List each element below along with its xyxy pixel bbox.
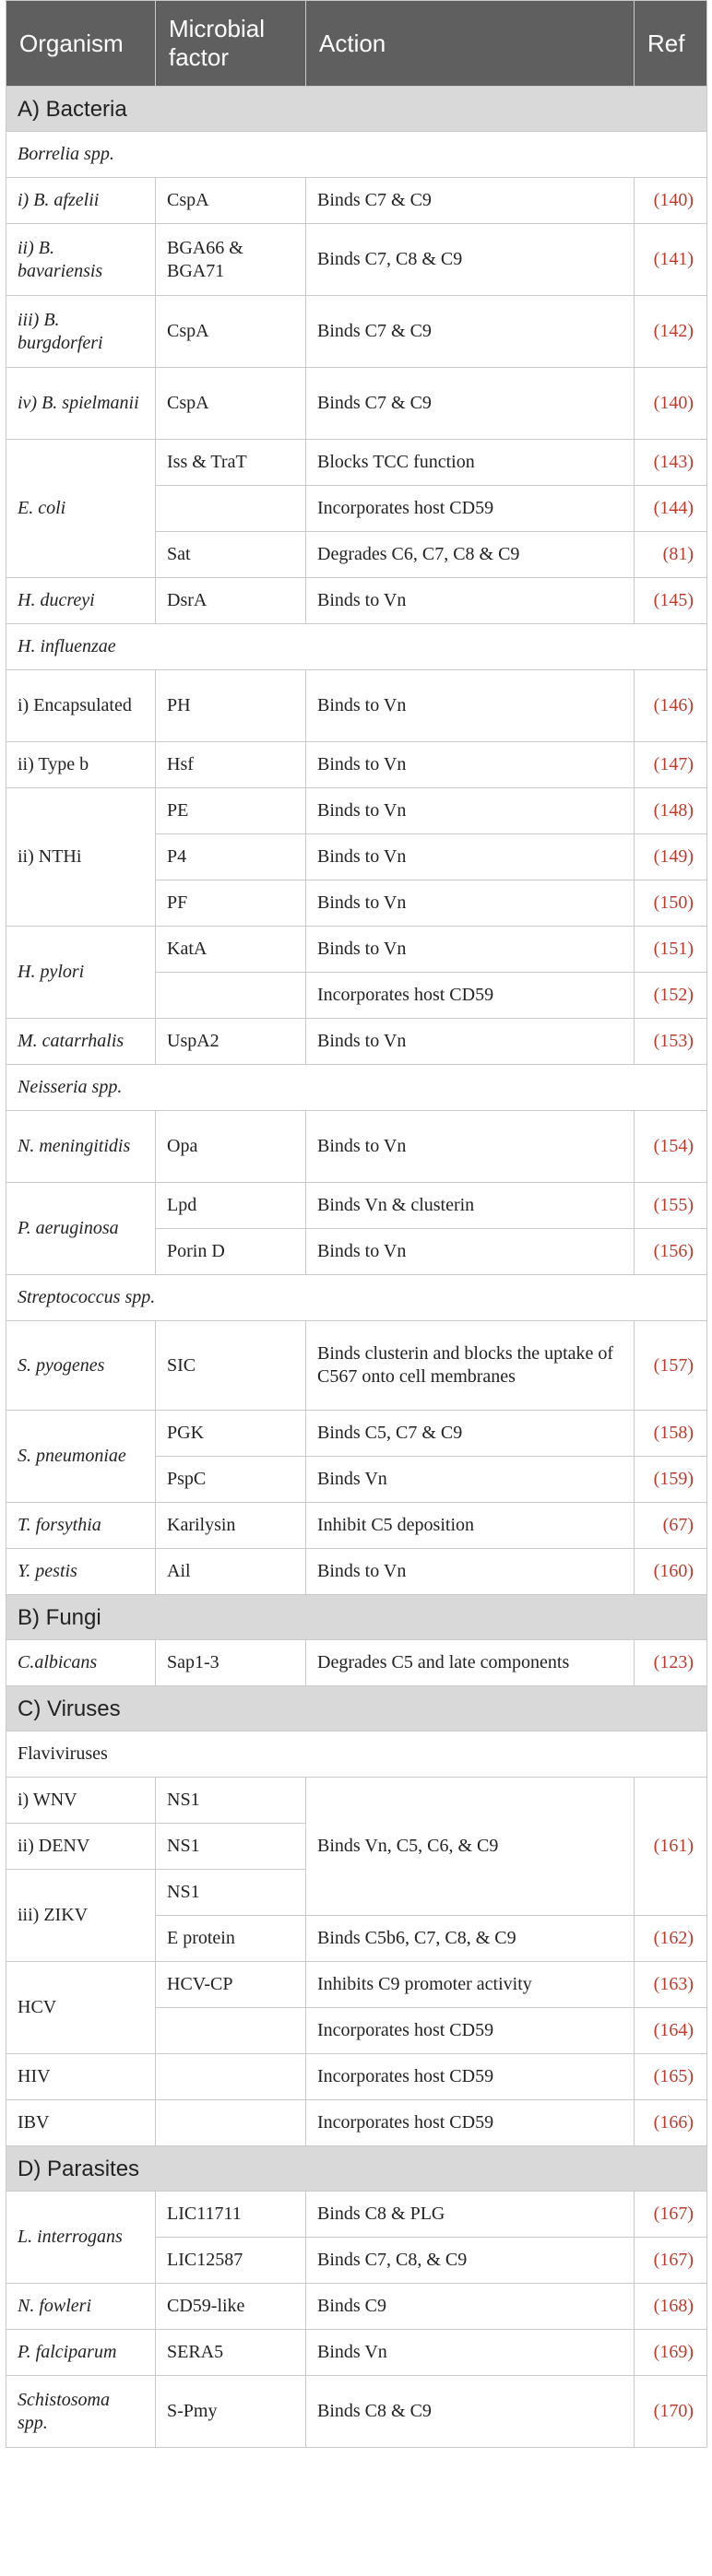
section-parasites: D) Parasites xyxy=(6,2146,707,2192)
action-cell: Binds to Vn xyxy=(306,742,635,788)
table-row xyxy=(6,1411,707,1457)
organism-cell: H. pylori xyxy=(6,927,156,1019)
organism-cell: M. catarrhalis xyxy=(6,1019,156,1065)
action-cell: Binds Vn & clusterin xyxy=(306,1183,635,1229)
ref-link[interactable]: (170) xyxy=(635,2376,707,2448)
subheading-streptococcus: Streptococcus spp. xyxy=(6,1275,707,1321)
factor-cell: CspA xyxy=(156,178,306,224)
action-cell: Binds C8 & PLG xyxy=(306,2192,635,2238)
ref-link[interactable]: (142) xyxy=(635,296,707,368)
ref-link[interactable]: (168) xyxy=(635,2284,707,2330)
factor-cell: Lpd xyxy=(156,1183,306,1229)
action-cell: Binds C8 & C9 xyxy=(306,2376,635,2448)
ref-link[interactable]: (149) xyxy=(635,834,707,880)
subheading-row xyxy=(6,1065,707,1111)
ref-link[interactable]: (154) xyxy=(635,1111,707,1183)
organism-cell: L. interrogans xyxy=(6,2192,156,2284)
ref-link[interactable]: (162) xyxy=(635,1916,707,1962)
header-row xyxy=(6,1,707,87)
factor-cell: E protein xyxy=(156,1916,306,1962)
factor-cell xyxy=(156,2100,306,2146)
section-row xyxy=(6,2146,707,2192)
table-row xyxy=(6,178,707,224)
table-row xyxy=(6,670,707,742)
ref-link[interactable]: (145) xyxy=(635,578,707,624)
organism-cell: C.albicans xyxy=(6,1640,156,1686)
ref-link[interactable]: (153) xyxy=(635,1019,707,1065)
section-row xyxy=(6,87,707,132)
table-row xyxy=(6,1321,707,1411)
factor-cell: PGK xyxy=(156,1411,306,1457)
table-row xyxy=(6,368,707,440)
action-cell: Binds C7 & C9 xyxy=(306,368,635,440)
action-cell: Binds to Vn xyxy=(306,1019,635,1065)
ref-link[interactable]: (164) xyxy=(635,2008,707,2054)
factor-cell: P4 xyxy=(156,834,306,880)
organism-cell: iii) ZIKV xyxy=(6,1870,156,1962)
action-cell: Binds C5, C7 & C9 xyxy=(306,1411,635,1457)
table-row xyxy=(6,2192,707,2238)
table-row xyxy=(6,2376,707,2448)
subheading-row xyxy=(6,132,707,178)
organism-cell: iii) B. burgdorferi xyxy=(6,296,156,368)
table-body xyxy=(6,87,707,2448)
table-row xyxy=(6,788,707,834)
organism-cell: P. falciparum xyxy=(6,2330,156,2376)
factor-cell: UspA2 xyxy=(156,1019,306,1065)
factor-cell: Iss & TraT xyxy=(156,440,306,486)
factor-cell: Sat xyxy=(156,532,306,578)
action-cell: Binds to Vn xyxy=(306,927,635,973)
factor-cell: PE xyxy=(156,788,306,834)
header-organism: Organism xyxy=(6,1,156,87)
ref-link[interactable]: (161) xyxy=(635,1778,707,1916)
ref-link[interactable]: (151) xyxy=(635,927,707,973)
section-row xyxy=(6,1686,707,1731)
action-cell: Binds to Vn xyxy=(306,670,635,742)
subheading-borrelia: Borrelia spp. xyxy=(6,132,707,178)
ref-link[interactable]: (147) xyxy=(635,742,707,788)
section-fungi: B) Fungi xyxy=(6,1595,707,1640)
table-row xyxy=(6,296,707,368)
table-row xyxy=(6,1778,707,1824)
action-cell: Binds to Vn xyxy=(306,1229,635,1275)
table-row xyxy=(6,2284,707,2330)
ref-link[interactable]: (165) xyxy=(635,2054,707,2100)
header-action: Action xyxy=(306,1,635,87)
factor-cell: CspA xyxy=(156,368,306,440)
organism-cell: iv) B. spielmanii xyxy=(6,368,156,440)
action-cell: Binds Vn xyxy=(306,1457,635,1503)
organism-cell: IBV xyxy=(6,2100,156,2146)
factor-cell: CspA xyxy=(156,296,306,368)
ref-link[interactable]: (169) xyxy=(635,2330,707,2376)
ref-link[interactable]: (157) xyxy=(635,1321,707,1411)
ref-link[interactable]: (163) xyxy=(635,1962,707,2008)
organism-cell: N. meningitidis xyxy=(6,1111,156,1183)
factor-cell: PF xyxy=(156,880,306,927)
table-row xyxy=(6,1183,707,1229)
table-row xyxy=(6,1019,707,1065)
factor-cell: PH xyxy=(156,670,306,742)
ref-link[interactable]: (152) xyxy=(635,973,707,1019)
factor-cell: PspC xyxy=(156,1457,306,1503)
action-cell: Incorporates host CD59 xyxy=(306,2008,635,2054)
organism-cell: i) WNV xyxy=(6,1778,156,1824)
factor-cell: KatA xyxy=(156,927,306,973)
factor-cell: DsrA xyxy=(156,578,306,624)
subheading-h-influenzae: H. influenzae xyxy=(6,624,707,670)
table-row xyxy=(6,742,707,788)
subheading-flaviviruses: Flaviviruses xyxy=(6,1731,707,1778)
action-cell: Binds Vn, C5, C6, & C9 xyxy=(306,1778,635,1916)
ref-link[interactable]: (140) xyxy=(635,178,707,224)
factor-cell: Porin D xyxy=(156,1229,306,1275)
action-cell: Binds to Vn xyxy=(306,880,635,927)
organism-cell: ii) B. bavariensis xyxy=(6,224,156,296)
ref-link[interactable]: (123) xyxy=(635,1640,707,1686)
factor-cell: NS1 xyxy=(156,1870,306,1916)
action-cell: Binds C7 & C9 xyxy=(306,296,635,368)
action-cell: Binds C7 & C9 xyxy=(306,178,635,224)
organism-cell: i) Encapsulated xyxy=(6,670,156,742)
action-cell: Incorporates host CD59 xyxy=(306,973,635,1019)
ref-link[interactable]: (141) xyxy=(635,224,707,296)
factor-cell: HCV-CP xyxy=(156,1962,306,2008)
subheading-row xyxy=(6,1731,707,1778)
ref-link[interactable]: (150) xyxy=(635,880,707,927)
subheading-neisseria: Neisseria spp. xyxy=(6,1065,707,1111)
organism-cell: S. pneumoniae xyxy=(6,1411,156,1503)
action-cell: Binds C7, C8 & C9 xyxy=(306,224,635,296)
table-row xyxy=(6,1503,707,1549)
action-cell: Degrades C5 and late components xyxy=(306,1640,635,1686)
action-cell: Inhibits C9 promoter activity xyxy=(306,1962,635,2008)
section-bacteria: A) Bacteria xyxy=(6,87,707,132)
organism-cell: i) B. afzelii xyxy=(6,178,156,224)
table-row xyxy=(6,2100,707,2146)
factor-cell: Hsf xyxy=(156,742,306,788)
ref-link[interactable]: (167) xyxy=(635,2238,707,2284)
action-cell: Binds to Vn xyxy=(306,1549,635,1595)
ref-link[interactable]: (160) xyxy=(635,1549,707,1595)
organism-cell: HCV xyxy=(6,1962,156,2054)
ref-link[interactable]: (158) xyxy=(635,1411,707,1457)
header-ref: Ref xyxy=(635,1,707,87)
organism-cell: E. coli xyxy=(6,440,156,578)
factor-cell xyxy=(156,2054,306,2100)
complement-evasion-table xyxy=(6,0,707,2448)
subheading-row xyxy=(6,1275,707,1321)
action-cell: Blocks TCC function xyxy=(306,440,635,486)
factor-cell: S-Pmy xyxy=(156,2376,306,2448)
organism-cell: Schistosoma spp. xyxy=(6,2376,156,2448)
table-row xyxy=(6,1111,707,1183)
ref-link[interactable]: (81) xyxy=(635,532,707,578)
organism-cell: T. forsythia xyxy=(6,1503,156,1549)
table-row xyxy=(6,2330,707,2376)
action-cell: Inhibit C5 deposition xyxy=(306,1503,635,1549)
factor-cell: CD59-like xyxy=(156,2284,306,2330)
organism-cell: H. ducreyi xyxy=(6,578,156,624)
organism-cell: P. aeruginosa xyxy=(6,1183,156,1275)
organism-cell: Y. pestis xyxy=(6,1549,156,1595)
factor-cell: BGA66 & BGA71 xyxy=(156,224,306,296)
organism-cell: ii) NTHi xyxy=(6,788,156,927)
action-cell: Binds Vn xyxy=(306,2330,635,2376)
table-row xyxy=(6,1640,707,1686)
factor-cell: NS1 xyxy=(156,1778,306,1824)
ref-link[interactable]: (140) xyxy=(635,368,707,440)
factor-cell: Ail xyxy=(156,1549,306,1595)
table-row xyxy=(6,1549,707,1595)
ref-link[interactable]: (146) xyxy=(635,670,707,742)
subheading-row xyxy=(6,624,707,670)
factor-cell xyxy=(156,973,306,1019)
organism-cell: N. fowleri xyxy=(6,2284,156,2330)
factor-cell: LIC12587 xyxy=(156,2238,306,2284)
table-row xyxy=(6,224,707,296)
table-row xyxy=(6,2054,707,2100)
action-cell: Binds to Vn xyxy=(306,788,635,834)
action-cell: Binds C5b6, C7, C8, & C9 xyxy=(306,1916,635,1962)
organism-cell: S. pyogenes xyxy=(6,1321,156,1411)
header-microbial-factor: Microbial factor xyxy=(156,1,306,87)
ref-link[interactable]: (156) xyxy=(635,1229,707,1275)
ref-link[interactable]: (166) xyxy=(635,2100,707,2146)
action-cell: Incorporates host CD59 xyxy=(306,486,635,532)
section-viruses: C) Viruses xyxy=(6,1686,707,1731)
ref-link[interactable]: (143) xyxy=(635,440,707,486)
table-row xyxy=(6,927,707,973)
action-cell: Binds to Vn xyxy=(306,834,635,880)
action-cell: Binds clusterin and blocks the uptake of C567 onto cell membranes xyxy=(306,1321,635,1411)
factor-cell xyxy=(156,486,306,532)
action-cell: Incorporates host CD59 xyxy=(306,2100,635,2146)
ref-link[interactable]: (159) xyxy=(635,1457,707,1503)
table-header xyxy=(6,1,707,87)
action-cell: Degrades C6, C7, C8 & C9 xyxy=(306,532,635,578)
organism-cell: HIV xyxy=(6,2054,156,2100)
ref-link[interactable]: (167) xyxy=(635,2192,707,2238)
table-row xyxy=(6,1962,707,2008)
action-cell: Binds C7, C8, & C9 xyxy=(306,2238,635,2284)
factor-cell: Sap1-3 xyxy=(156,1640,306,1686)
factor-cell: SERA5 xyxy=(156,2330,306,2376)
table-row xyxy=(6,440,707,486)
factor-cell: SIC xyxy=(156,1321,306,1411)
factor-cell: Opa xyxy=(156,1111,306,1183)
action-cell: Incorporates host CD59 xyxy=(306,2054,635,2100)
factor-cell xyxy=(156,2008,306,2054)
organism-cell: ii) DENV xyxy=(6,1824,156,1870)
organism-cell: ii) Type b xyxy=(6,742,156,788)
ref-link[interactable]: (144) xyxy=(635,486,707,532)
complement-evasion-table-container xyxy=(6,0,706,2448)
factor-cell: Karilysin xyxy=(156,1503,306,1549)
table-row xyxy=(6,578,707,624)
factor-cell: NS1 xyxy=(156,1824,306,1870)
factor-cell: LIC11711 xyxy=(156,2192,306,2238)
ref-link[interactable]: (155) xyxy=(635,1183,707,1229)
section-row xyxy=(6,1595,707,1640)
ref-link[interactable]: (148) xyxy=(635,788,707,834)
action-cell: Binds C9 xyxy=(306,2284,635,2330)
action-cell: Binds to Vn xyxy=(306,578,635,624)
action-cell: Binds to Vn xyxy=(306,1111,635,1183)
ref-link[interactable]: (67) xyxy=(635,1503,707,1549)
